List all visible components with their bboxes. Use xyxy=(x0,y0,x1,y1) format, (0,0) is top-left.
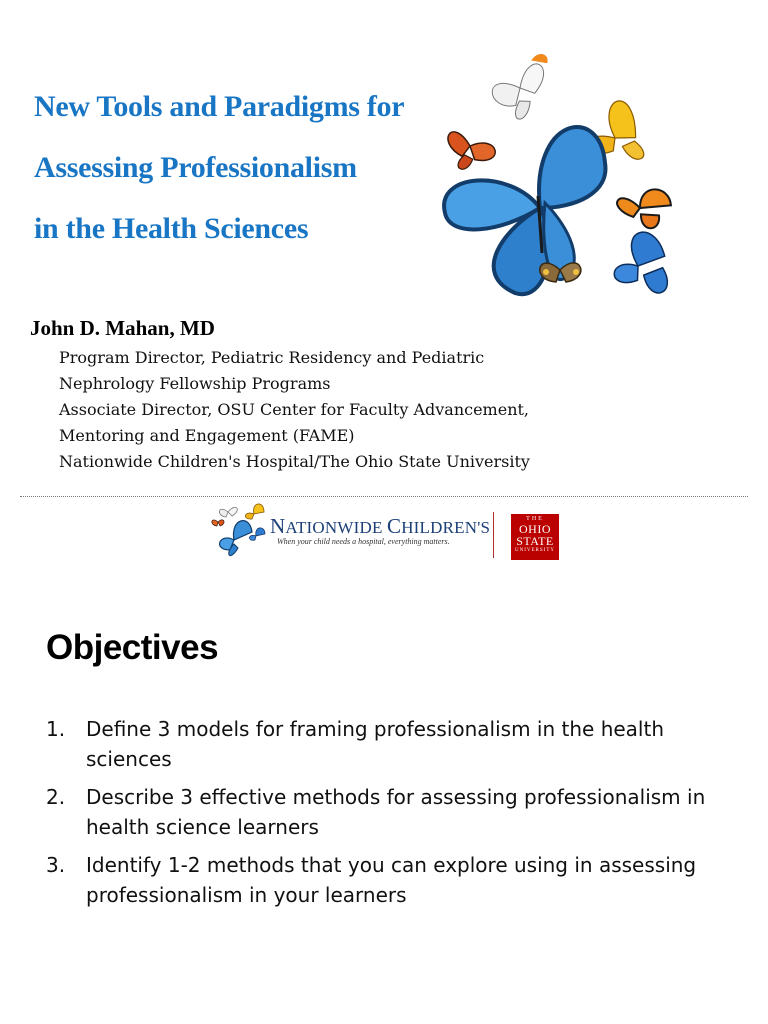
orange-butterfly-left xyxy=(441,130,498,176)
affiliation-line: Nationwide Children's Hospital/The Ohio State University xyxy=(59,452,530,471)
butterflies-illustration xyxy=(420,48,720,318)
affiliation-line: Associate Director, OSU Center for Faculty Advancement, xyxy=(59,400,530,419)
objectives-list xyxy=(46,714,736,918)
list-text: Identify 1-2 methods that you can explore using in assessing professionalism in your learners xyxy=(86,853,697,907)
list-text: Describe 3 effective methods for assessing professionalism in health science learners xyxy=(86,785,706,839)
slide-title xyxy=(34,76,474,259)
title-line-2: Assessing Professionalism xyxy=(34,151,357,184)
author-name: John D. Mahan, MD xyxy=(30,316,215,340)
title-slide xyxy=(0,0,768,494)
osu-logo: THE OHIO STATE UNIVERSITY xyxy=(511,514,559,560)
list-item xyxy=(46,714,736,774)
institution-logos xyxy=(208,500,568,564)
slide-divider xyxy=(20,496,748,497)
list-item xyxy=(46,782,736,842)
author-affiliation xyxy=(59,345,530,475)
list-item xyxy=(46,850,736,910)
list-number: 2. xyxy=(46,785,66,809)
nch-logo-tagline: When your child needs a hospital, everything matters. xyxy=(277,537,450,546)
list-number: 1. xyxy=(46,717,66,741)
title-line-1: New Tools and Paradigms for xyxy=(34,90,405,123)
title-line-3: in the Health Sciences xyxy=(34,212,309,245)
monarch-butterfly xyxy=(614,183,674,231)
nch-butterfly-logo xyxy=(208,500,276,562)
logo-separator xyxy=(493,512,494,558)
affiliation-line: Program Director, Pediatric Residency and Pediatric xyxy=(59,348,485,367)
list-number: 3. xyxy=(46,853,66,877)
nch-logo-name: NATIONWIDE CHILDREN'S xyxy=(270,514,491,538)
list-text: Define 3 models for framing professionalism in the health sciences xyxy=(86,717,664,771)
affiliation-line: Mentoring and Engagement (FAME) xyxy=(59,426,355,445)
white-butterfly xyxy=(485,52,564,125)
affiliation-line: Nephrology Fellowship Programs xyxy=(59,374,331,393)
objectives-heading: Objectives xyxy=(46,628,219,667)
small-blue-butterfly xyxy=(608,229,671,300)
